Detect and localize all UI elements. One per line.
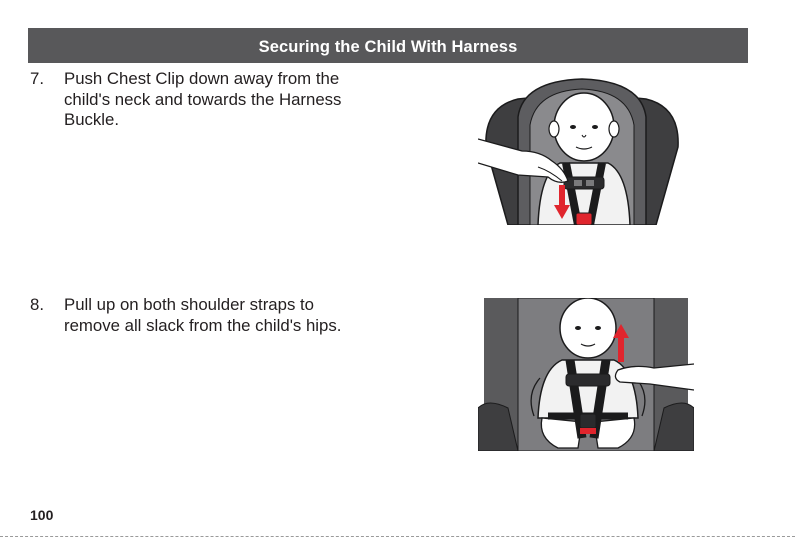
step-text: Pull up on both shoulder straps to remove all slack from the child's hips. <box>64 295 342 335</box>
footer-divider <box>0 536 795 537</box>
step-number: 8. <box>30 295 44 314</box>
section-header <box>28 28 748 63</box>
chest-clip-illustration <box>478 77 686 225</box>
step-text: Push Chest Clip down away from the child's neck and towards the Harness Buckle. <box>64 69 342 129</box>
section-title: Securing the Child With Harness <box>258 38 518 56</box>
page-number: 100 <box>30 507 54 523</box>
step-number: 7. <box>30 69 44 88</box>
shoulder-straps-illustration <box>478 298 694 451</box>
